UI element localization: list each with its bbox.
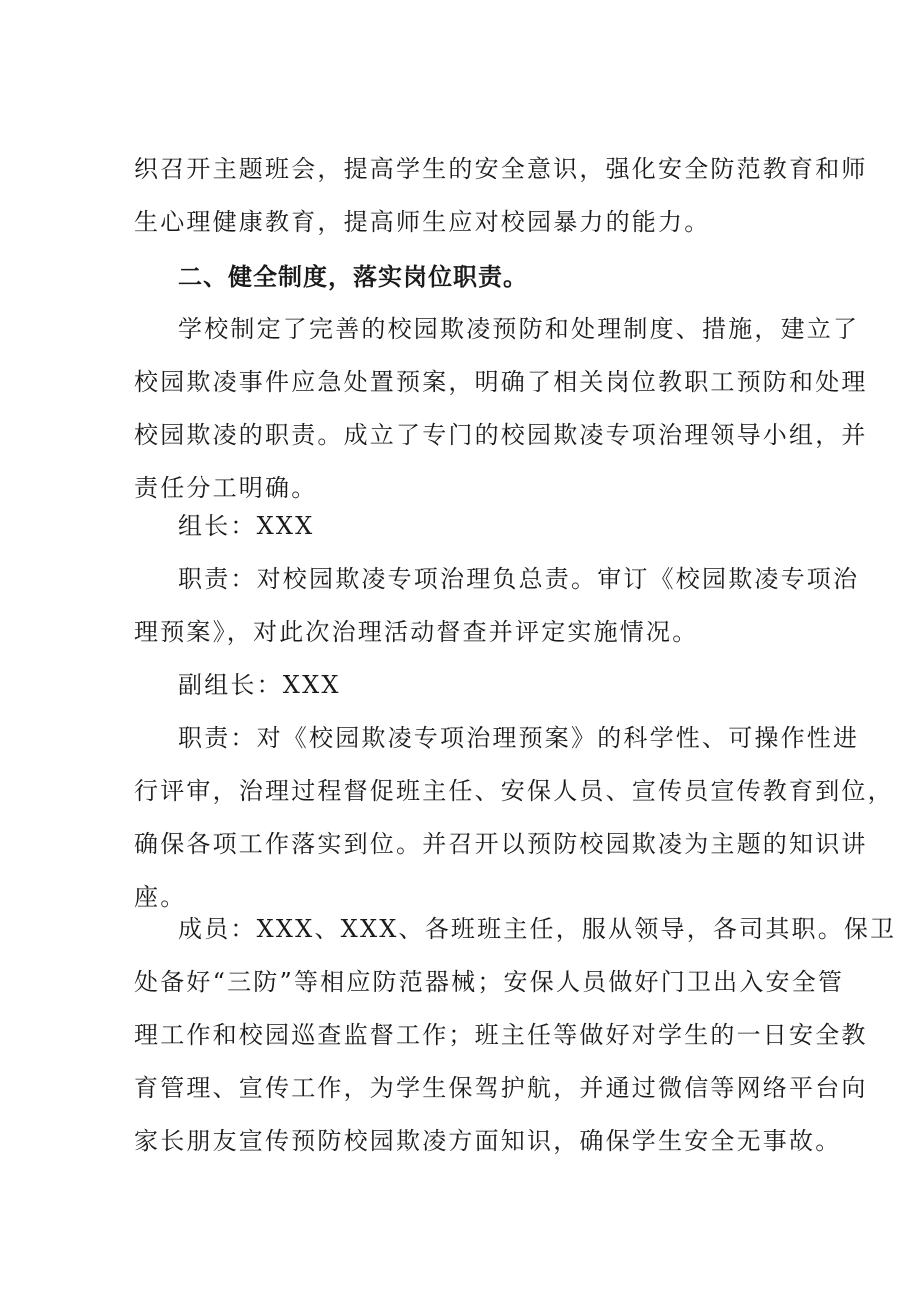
paragraph-line: 行评审，治理过程督促班主任、安保人员、宣传员宣传教育到位， bbox=[134, 777, 894, 805]
paragraph-system bbox=[134, 303, 868, 515]
paragraph-line: 家长朋友宣传预防校园欺凌方面知识，确保学生安全无事故。 bbox=[134, 1127, 842, 1155]
paragraph-line: 责任分工明确。 bbox=[134, 474, 318, 502]
paragraph-line: 处备好“三防”等相应防范器械；安保人员做好门卫出入安全管 bbox=[134, 968, 845, 996]
deputy-leader-block bbox=[134, 659, 798, 712]
paragraph-line: 座。 bbox=[134, 883, 187, 911]
leader-line: 组长：XXX bbox=[178, 512, 315, 540]
deputy-leader-line: 副组长：XXX bbox=[178, 671, 341, 699]
paragraph-intro bbox=[134, 143, 868, 249]
paragraph-line: 理预案》，对此次治理活动督查并评定实施情况。 bbox=[134, 618, 699, 646]
paragraph-line: 织召开主题班会，提高学生的安全意识，强化安全防范教育和师 bbox=[134, 155, 868, 183]
paragraph-line: 校园欺凌事件应急处置预案，明确了相关岗位教职工预防和处理 bbox=[134, 368, 868, 396]
paragraph-line: 校园欺凌的职责。成立了专门的校园欺凌专项治理领导小组，并 bbox=[134, 421, 868, 449]
paragraph-line: 育管理、宣传工作，为学生保驾护航，并通过微信等网络平台向 bbox=[134, 1074, 868, 1102]
paragraph-line: 学校制定了完善的校园欺凌预防和处理制度、措施，建立了 bbox=[178, 315, 860, 343]
members-block bbox=[134, 903, 897, 1168]
leader-duty-block bbox=[134, 553, 860, 659]
paragraph-line: 成员：XXX、XXX、各班班主任，服从领导，各司其职。保卫 bbox=[178, 915, 897, 943]
section-heading: 二、健全制度，落实岗位职责。 bbox=[178, 263, 528, 291]
paragraph-line: 确保各项工作落实到位。并召开以预防校园欺凌为主题的知识讲 bbox=[134, 830, 868, 858]
paragraph-line: 生心理健康教育，提高师生应对校园暴力的能力。 bbox=[134, 208, 711, 236]
paragraph-line: 职责：对《校园欺凌专项治理预案》的科学性、可操作性进 bbox=[178, 724, 860, 752]
paragraph-line: 职责：对校园欺凌专项治理负总责。审订《校园欺凌专项治 bbox=[178, 565, 860, 593]
deputy-duty-block bbox=[134, 712, 894, 924]
paragraph-line: 理工作和校园巡查监督工作；班主任等做好对学生的一日安全教 bbox=[134, 1021, 868, 1049]
leader-block bbox=[134, 500, 798, 553]
section-heading-block bbox=[178, 251, 842, 304]
